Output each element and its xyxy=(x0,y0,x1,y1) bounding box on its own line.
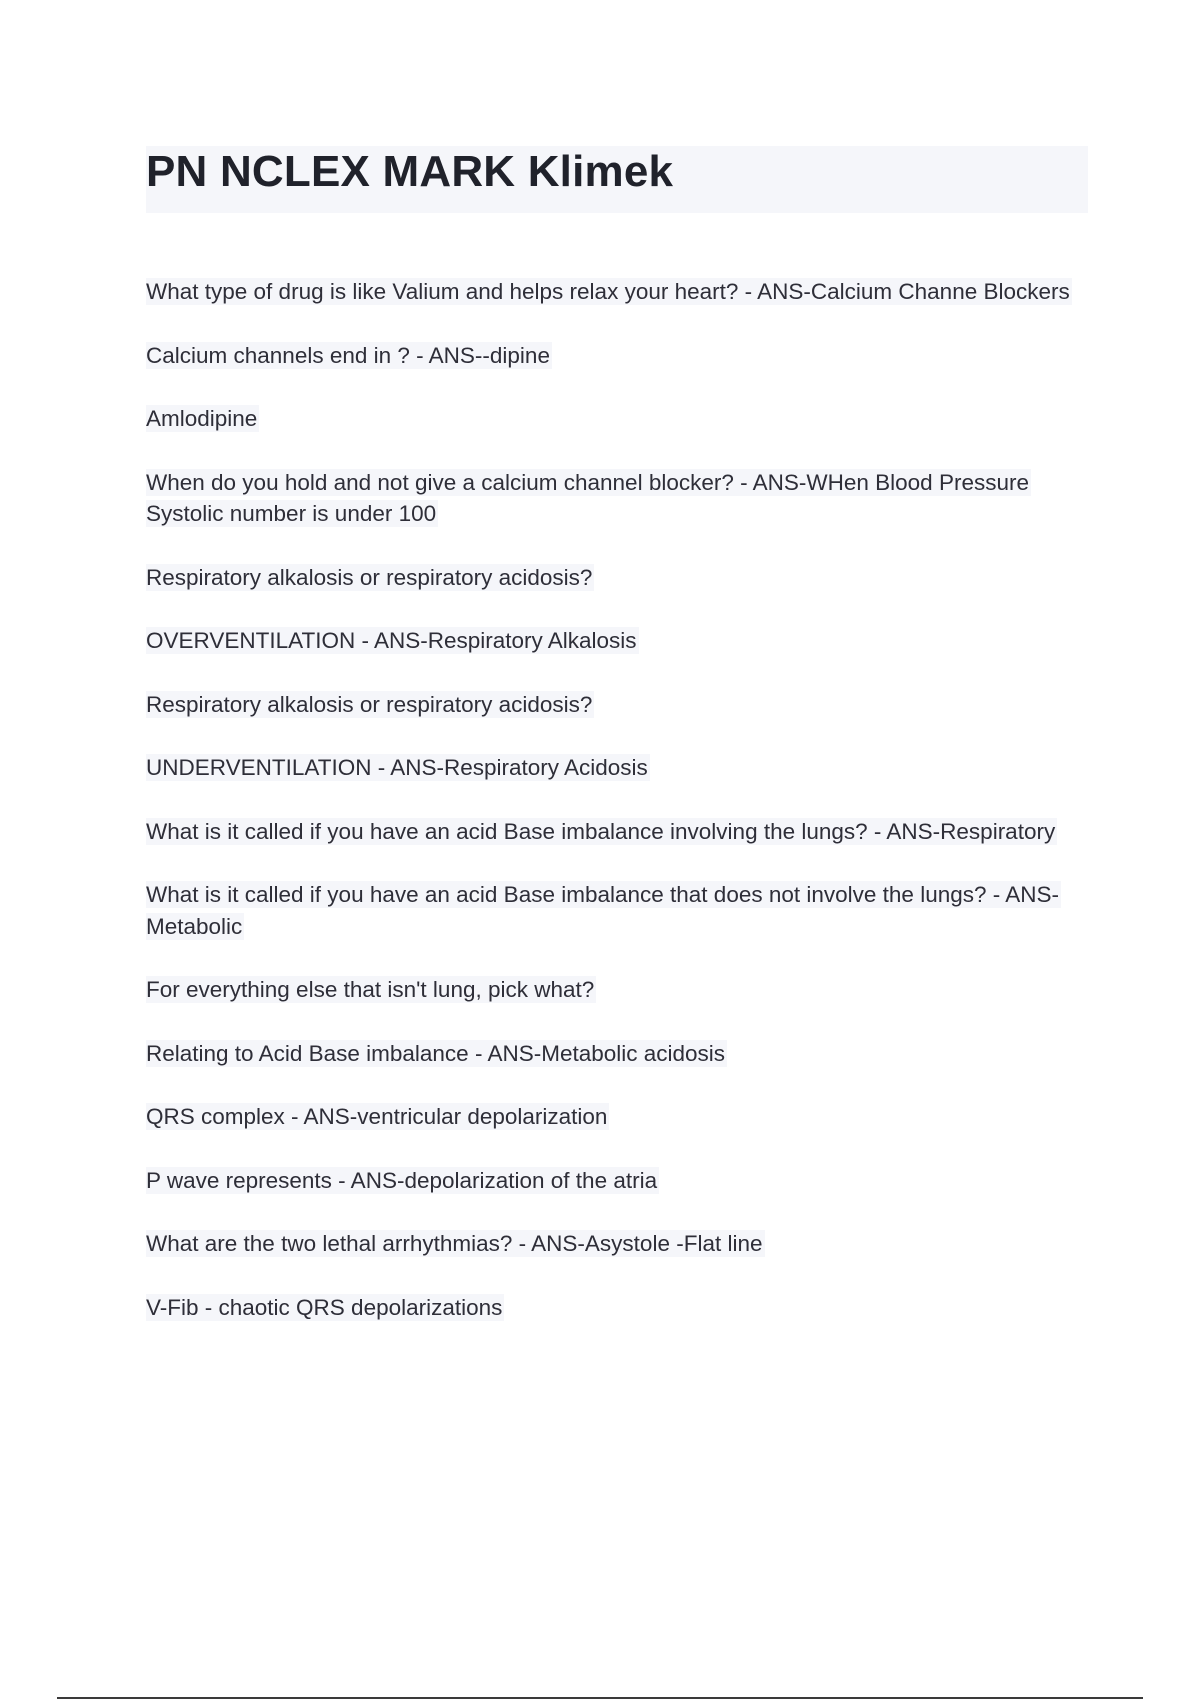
paragraph-text: Calcium channels end in ? - ANS--dipine xyxy=(146,342,550,368)
footer-divider xyxy=(57,1697,1143,1699)
paragraph xyxy=(146,879,1086,942)
paragraph xyxy=(146,276,1086,308)
paragraph xyxy=(146,974,1086,1006)
paragraph xyxy=(146,1038,1086,1070)
paragraph-text: V-Fib - chaotic QRS depolarizations xyxy=(146,1294,503,1320)
paragraph xyxy=(146,467,1086,530)
paragraph-text: P wave represents - ANS-depolarization of the atria xyxy=(146,1167,658,1193)
paragraph xyxy=(146,1165,1086,1197)
paragraph-text: Respiratory alkalosis or respiratory acidosis? xyxy=(146,691,593,717)
paragraph xyxy=(146,816,1086,848)
paragraph xyxy=(146,403,1086,435)
paragraph-text: Relating to Acid Base imbalance - ANS-Metabolic acidosis xyxy=(146,1040,726,1066)
paragraph-text: For everything else that isn't lung, pick what? xyxy=(146,977,595,1002)
paragraph-text: UNDERVENTILATION - ANS-Respiratory Acidosis xyxy=(146,755,648,780)
paragraph xyxy=(146,1292,1086,1324)
paragraph xyxy=(146,340,1086,372)
paragraph xyxy=(146,625,1086,657)
paragraph-text: What type of drug is like Valium and helps relax your heart? - ANS-Calcium Channe Blockers xyxy=(146,279,1070,304)
paragraph xyxy=(146,689,1086,721)
paragraph-text: When do you hold and not give a calcium channel blocker? - ANS-WHen Blood Pressure Systolic number is under 100 xyxy=(146,469,1029,526)
paragraph xyxy=(146,752,1086,784)
paragraph-text: What is it called if you have an acid Base imbalance involving the lungs? - ANS-Respiratory xyxy=(146,818,1056,844)
paragraph-text: What is it called if you have an acid Base imbalance that does not involve the lungs? - ANS-Metabolic xyxy=(146,882,1060,939)
paragraph-text: What are the two lethal arrhythmias? - ANS-Asystole -Flat line xyxy=(146,1231,763,1256)
document-body xyxy=(146,276,1086,1355)
paragraph-text: QRS complex - ANS-ventricular depolarization xyxy=(146,1104,608,1129)
page-title: PN NCLEX MARK Klimek xyxy=(146,147,674,196)
paragraph-text: Respiratory alkalosis or respiratory acidosis? xyxy=(146,564,593,590)
paragraph-text: OVERVENTILATION - ANS-Respiratory Alkalosis xyxy=(146,628,637,653)
paragraph xyxy=(146,562,1086,594)
paragraph-text: Amlodipine xyxy=(146,406,258,431)
paragraph xyxy=(146,1101,1086,1133)
paragraph xyxy=(146,1228,1086,1260)
